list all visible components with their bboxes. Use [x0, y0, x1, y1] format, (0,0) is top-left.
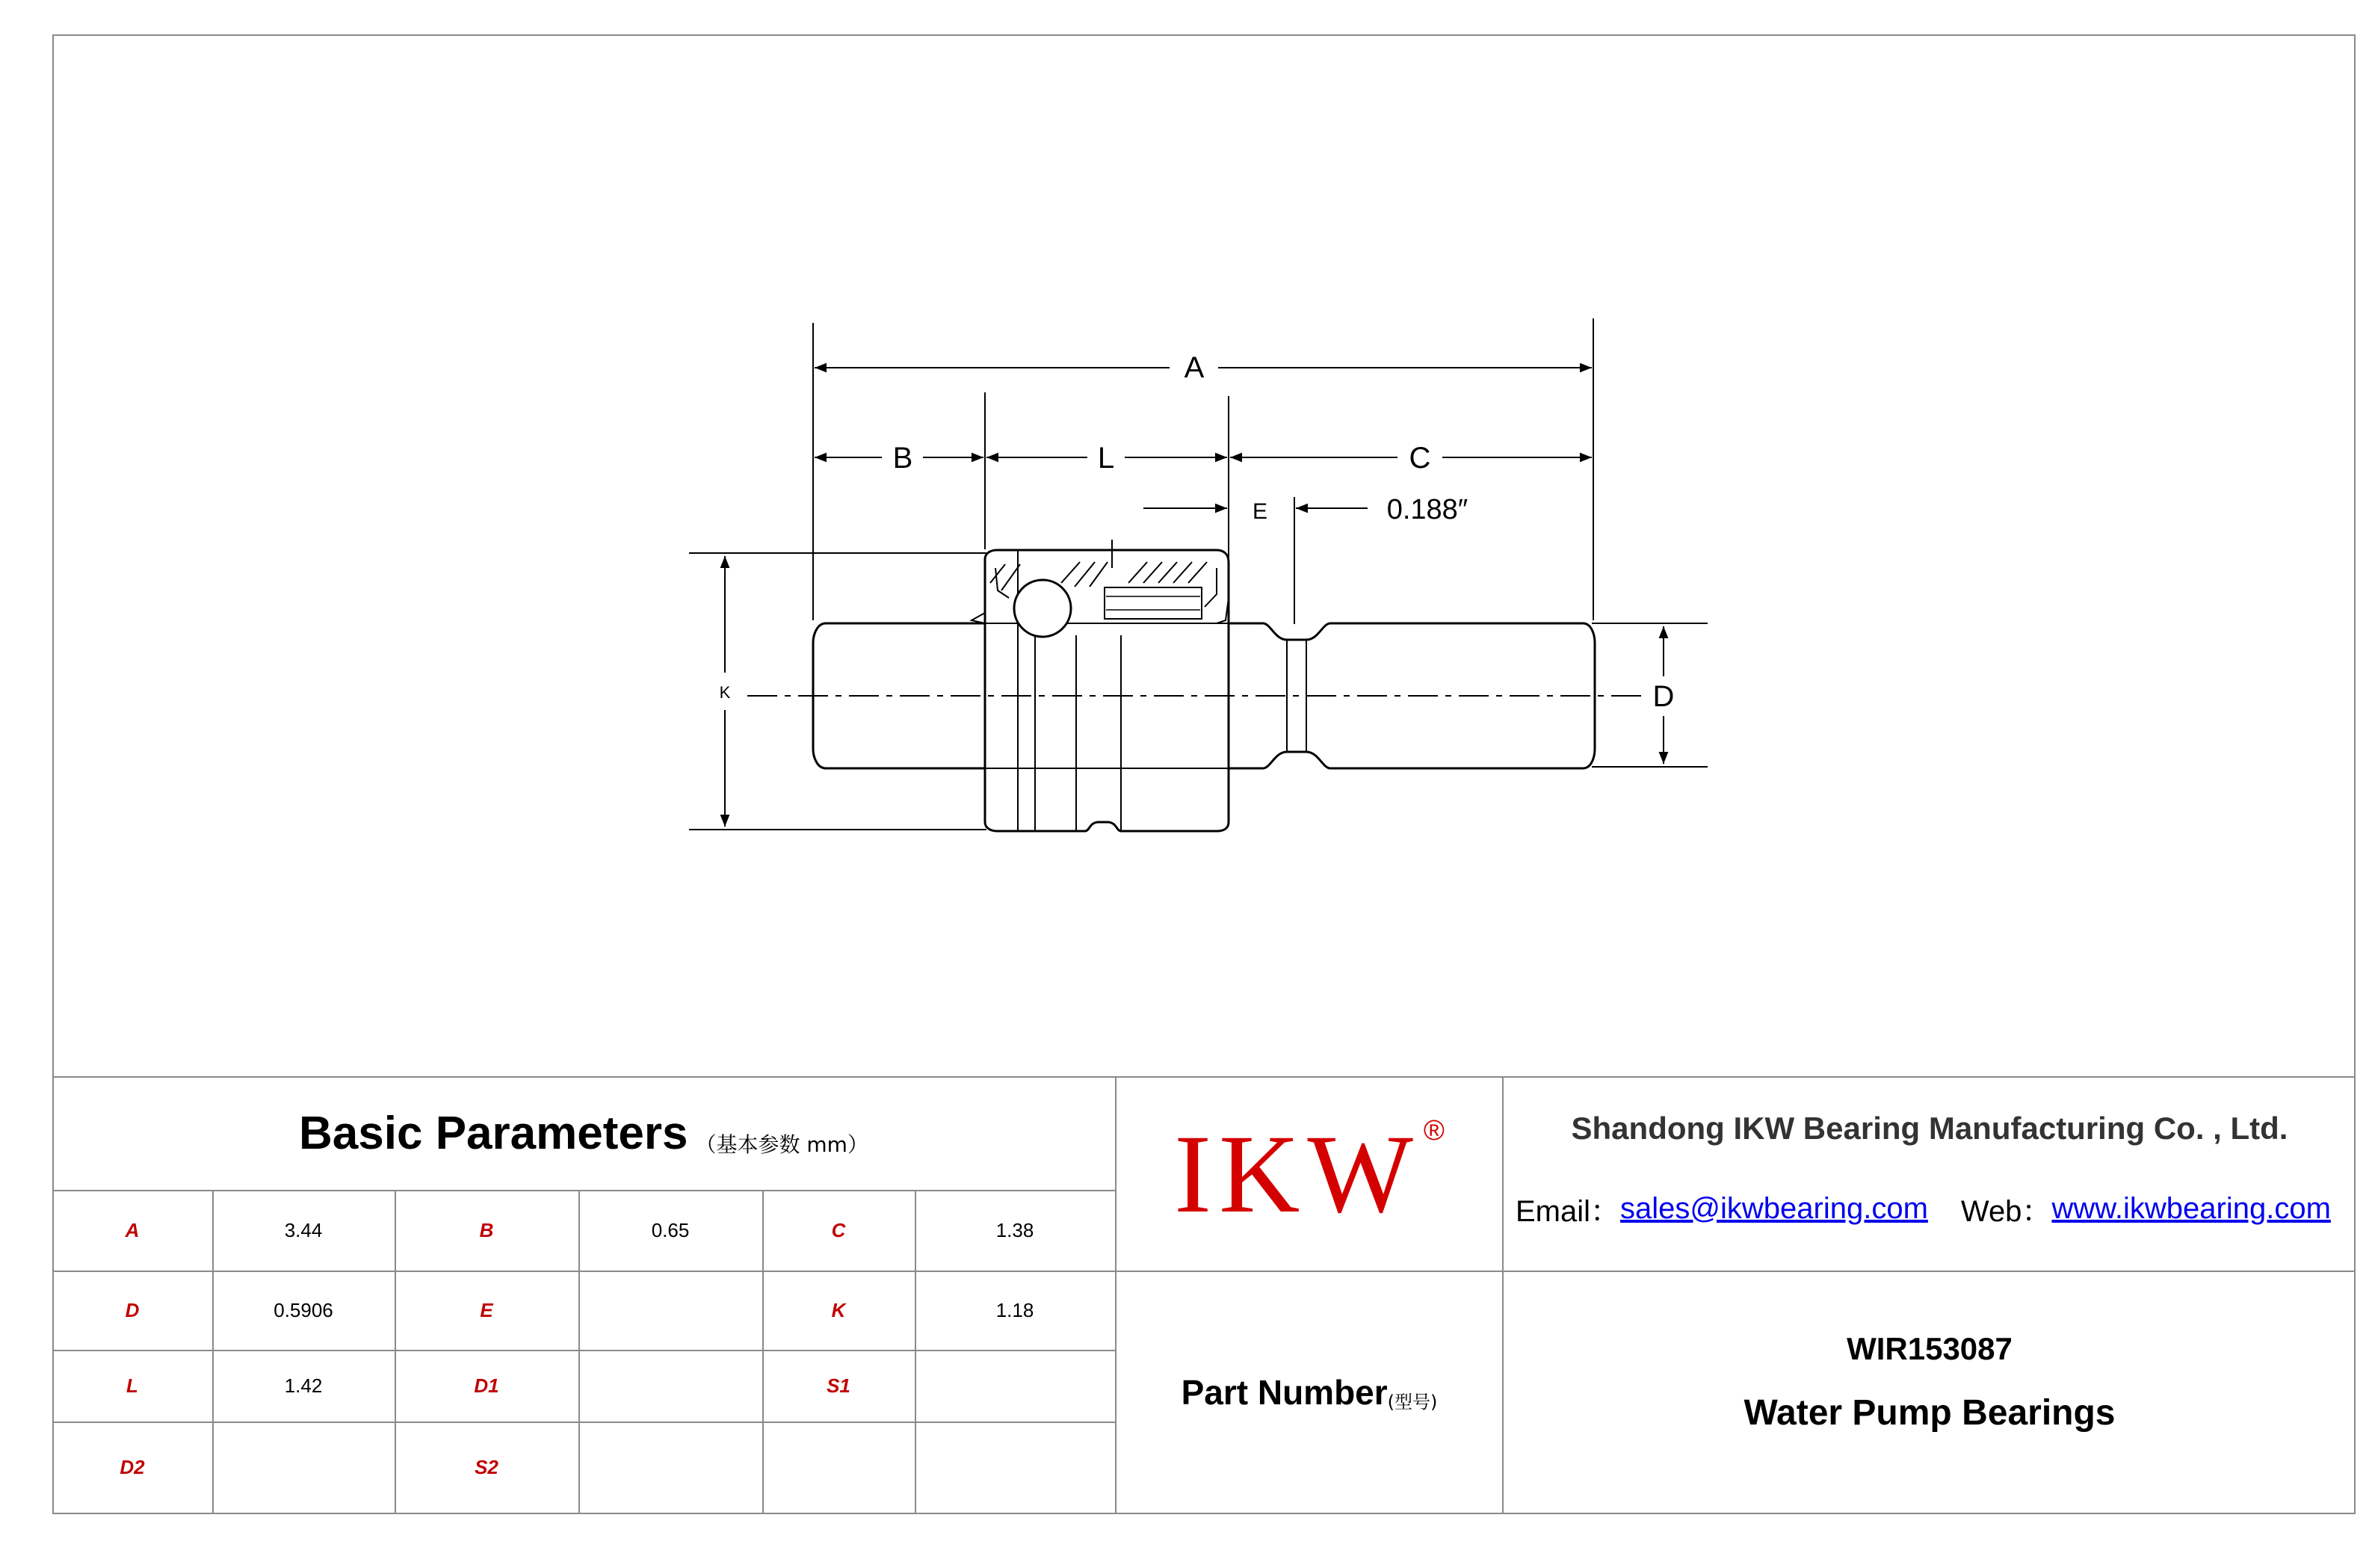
company-name: Shandong IKW Bearing Manufacturing Co. , Ltd. — [1571, 1111, 2288, 1146]
dim-label-e: E — [1252, 499, 1268, 524]
part-number-label: Part Number — [1181, 1373, 1388, 1412]
param-value-d1 — [578, 1350, 762, 1422]
param-value-s1 — [915, 1350, 1115, 1422]
param-label-k: K — [831, 1298, 846, 1321]
param-value-e — [578, 1271, 762, 1350]
basic-parameters-subtitle: （基本参数 mm） — [695, 1132, 868, 1157]
dim-label-c: C — [1409, 442, 1431, 475]
param-value-s2 — [578, 1422, 762, 1513]
param-label-e: E — [480, 1298, 493, 1321]
param-value-a: 3.44 — [284, 1218, 323, 1241]
part-number-value: WIR153087 — [1847, 1331, 2013, 1366]
param-label-empty — [762, 1422, 915, 1513]
website-link[interactable]: www.ikwbearing.com — [2051, 1191, 2331, 1225]
dim-label-l: L — [1097, 442, 1115, 475]
param-label-c: C — [831, 1218, 846, 1241]
ikw-logo — [1116, 1078, 1502, 1271]
dim-label-a: A — [1184, 351, 1205, 384]
param-label-d1: D1 — [474, 1374, 499, 1397]
param-label-s1: S1 — [827, 1374, 850, 1397]
param-value-l: 1.42 — [284, 1374, 323, 1397]
param-value-c: 1.38 — [995, 1218, 1034, 1241]
param-value-k: 1.18 — [995, 1298, 1034, 1321]
param-value-d: 0.5906 — [274, 1298, 333, 1321]
basic-parameters-title: Basic Parameters — [299, 1107, 688, 1159]
web-label: Web： — [1960, 1194, 2052, 1228]
param-label-l: L — [126, 1374, 138, 1397]
company-name-cell — [1504, 1091, 2356, 1166]
registered-mark: ® — [1423, 1114, 1445, 1146]
email-label: Email： — [1516, 1194, 1621, 1228]
dim-value-e: 0.188″ — [1386, 494, 1468, 525]
title-block — [52, 1076, 2356, 1514]
param-label-a: A — [125, 1218, 140, 1241]
param-value-d2 — [212, 1422, 395, 1513]
part-number-label-cell — [1116, 1272, 1502, 1513]
dim-label-b: B — [892, 442, 913, 475]
param-label-d: D — [125, 1298, 140, 1321]
logo-text: IKW — [1174, 1112, 1421, 1236]
email-link[interactable]: sales@ikwbearing.com — [1620, 1191, 1928, 1225]
param-label-s2: S2 — [475, 1455, 498, 1478]
dim-label-k: K — [719, 683, 731, 702]
dim-label-d: D — [1652, 680, 1675, 713]
basic-parameters-header — [52, 1076, 1115, 1190]
param-label-b: B — [479, 1218, 494, 1241]
part-description-cell — [1504, 1375, 2356, 1450]
param-value-empty — [915, 1422, 1115, 1513]
part-description: Water Pump Bearings — [1744, 1392, 2116, 1433]
param-value-b: 0.65 — [651, 1218, 690, 1241]
part-number-label-sub: (型号) — [1387, 1391, 1438, 1413]
param-label-d2: D2 — [120, 1455, 145, 1478]
contact-line — [1516, 1175, 2356, 1242]
